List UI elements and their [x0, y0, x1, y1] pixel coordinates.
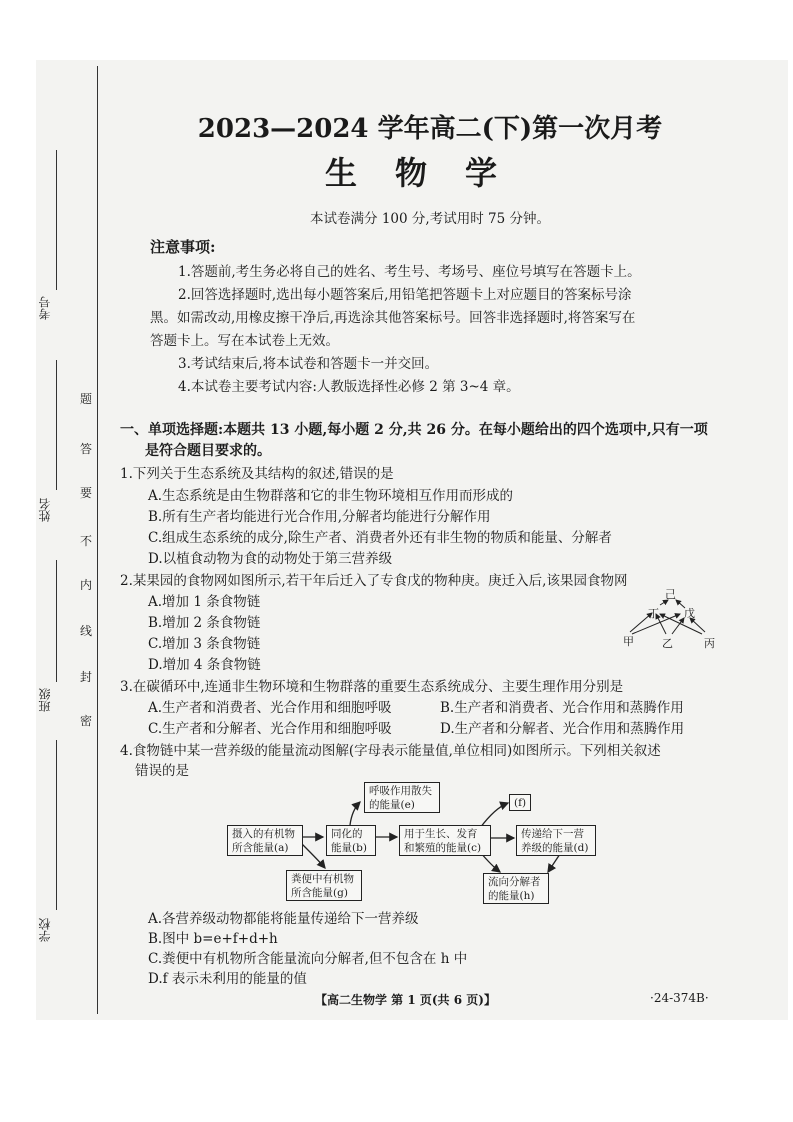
q2-option-c: C.增加 3 条食物链 — [148, 636, 261, 652]
subject-title: 生物学 — [324, 154, 535, 192]
q2-option-a: A.增加 1 条食物链 — [148, 594, 261, 610]
notice-heading: 注意事项: — [150, 238, 216, 256]
notice-item-1: 1.答题前,考生务必将自己的姓名、考生号、考场号、座位号填写在答题卡上。 — [178, 264, 641, 280]
seal-char: 答 — [80, 442, 93, 456]
q1-option-a: A.生态系统是由生物群落和它的非生物环境相互作用而形成的 — [148, 488, 514, 504]
box-intake-energy — [227, 825, 303, 856]
seal-char: 题 — [80, 392, 93, 406]
q2-stem: 2.某果园的食物网如图所示,若干年后迁入了专食戊的物种庚。庚迁入后,该果园食物网 — [120, 573, 628, 589]
q1-option-c: C.组成生态系统的成分,除生产者、消费者外还有非生物的物质和能量、分解者 — [148, 530, 612, 546]
box-feces-energy — [286, 870, 362, 901]
box-text: 养级的能量(d) — [521, 842, 589, 854]
seal-char: 要 — [80, 486, 93, 500]
section-heading-cont: 是符合题目要求的。 — [145, 443, 271, 459]
box-f — [509, 794, 531, 811]
q4-option-c: C.粪便中有机物所含能量流向分解者,但不包含在 h 中 — [148, 951, 468, 967]
box-text: 所含能量(g) — [291, 887, 348, 899]
web-node-bing: 丙 — [704, 637, 715, 650]
web-node-yi: 乙 — [662, 637, 673, 650]
notice-item-2: 2.回答选择题时,选出每小题答案后,用铅笔把答题卡上对应题目的答案标号涂 — [178, 287, 632, 303]
web-node-ji: 己 — [665, 588, 676, 601]
box-respiration-energy — [364, 782, 440, 813]
side-label-xuexiao: 学校 — [38, 918, 52, 942]
q3-option-c: C.生产者和分解者、光合作用和细胞呼吸 — [148, 721, 392, 737]
notice-item-2-cont: 黑。如需改动,用橡皮擦干净后,再选涂其他答案标号。回答非选择题时,将答案写在 — [150, 310, 636, 326]
web-node-jia: 甲 — [623, 635, 634, 648]
q4-option-b: B.图中 b=e+f+d+h — [148, 931, 278, 947]
web-node-wu: 戊 — [684, 607, 695, 620]
web-node-ding: 丁 — [648, 607, 659, 620]
box-growth-energy — [399, 825, 491, 856]
box-text: 所含能量(a) — [232, 842, 289, 854]
side-label-kaohao: 考号 — [38, 296, 52, 320]
q4-option-a: A.各营养级动物都能将能量传递给下一营养级 — [148, 911, 419, 927]
q4-stem: 4.食物链中某一营养级的能量流动图解(字母表示能量值,单位相同)如图所示。下列相关叙述 — [120, 743, 661, 759]
q1-option-d: D.以植食动物为食的动物处于第三营养级 — [148, 551, 393, 567]
box-decomposer-energy — [483, 873, 549, 904]
box-text: 同化的 — [331, 828, 363, 840]
box-next-level-energy — [516, 825, 596, 856]
exam-title: 2023—2024 学年高二(下)第一次月考 — [197, 114, 663, 144]
box-text: 摄入的有机物 — [232, 828, 295, 840]
box-text: 和繁殖的能量(c) — [404, 842, 482, 854]
box-text: 粪便中有机物 — [291, 873, 354, 885]
q4-option-d: D.f 表示未利用的能量的值 — [148, 971, 307, 987]
box-text: 的能量(e) — [369, 799, 415, 811]
box-text: 用于生长、发育 — [404, 828, 478, 840]
box-text: 传递给下一营 — [521, 828, 584, 840]
box-text: 的能量(h) — [488, 890, 535, 902]
side-label-xingming: 姓名 — [38, 498, 52, 522]
section-heading: 一、单项选择题:本题共 13 小题,每小题 2 分,共 26 分。在每小题给出的四个选项中,只有一项 — [120, 422, 708, 438]
paper-code: ·24-374B· — [650, 991, 709, 1005]
box-text: 流向分解者 — [488, 876, 541, 888]
seal-char: 线 — [80, 624, 93, 638]
page-footer: 【高二生物学 第 1 页(共 6 页)】 — [315, 993, 496, 1007]
seal-char: 不 — [80, 534, 93, 548]
seal-char: 内 — [80, 578, 93, 592]
box-text: (f) — [514, 797, 527, 809]
side-label-banji: 班级 — [38, 688, 52, 712]
q2-option-b: B.增加 2 条食物链 — [148, 615, 261, 631]
q3-stem: 3.在碳循环中,连通非生物环境和生物群落的重要生态系统成分、主要生理作用分别是 — [120, 679, 624, 695]
q2-option-d: D.增加 4 条食物链 — [148, 657, 261, 673]
q3-option-b: B.生产者和消费者、光合作用和蒸腾作用 — [440, 700, 684, 716]
notice-item-4: 4.本试卷主要考试内容:人教版选择性必修 2 第 3~4 章。 — [178, 379, 520, 395]
seal-char: 封 — [80, 670, 93, 684]
q3-option-a: A.生产者和消费者、光合作用和细胞呼吸 — [148, 700, 392, 716]
q4-stem-cont: 错误的是 — [135, 763, 189, 779]
box-text: 呼吸作用散失 — [369, 785, 432, 797]
q1-stem: 1.下列关于生态系统及其结构的叙述,错误的是 — [120, 466, 394, 482]
notice-item-3: 3.考试结束后,将本试卷和答题卡一并交回。 — [178, 356, 439, 372]
box-assimilated-energy — [326, 825, 376, 856]
notice-item-2-cont: 答题卡上。写在本试卷上无效。 — [150, 333, 339, 349]
q1-option-b: B.所有生产者均能进行光合作用,分解者均能进行分解作用 — [148, 509, 491, 525]
seal-char: 密 — [80, 714, 93, 728]
q3-option-d: D.生产者和分解者、光合作用和蒸腾作用 — [440, 721, 685, 737]
box-text: 能量(b) — [331, 842, 367, 854]
exam-info: 本试卷满分 100 分,考试用时 75 分钟。 — [310, 211, 550, 227]
